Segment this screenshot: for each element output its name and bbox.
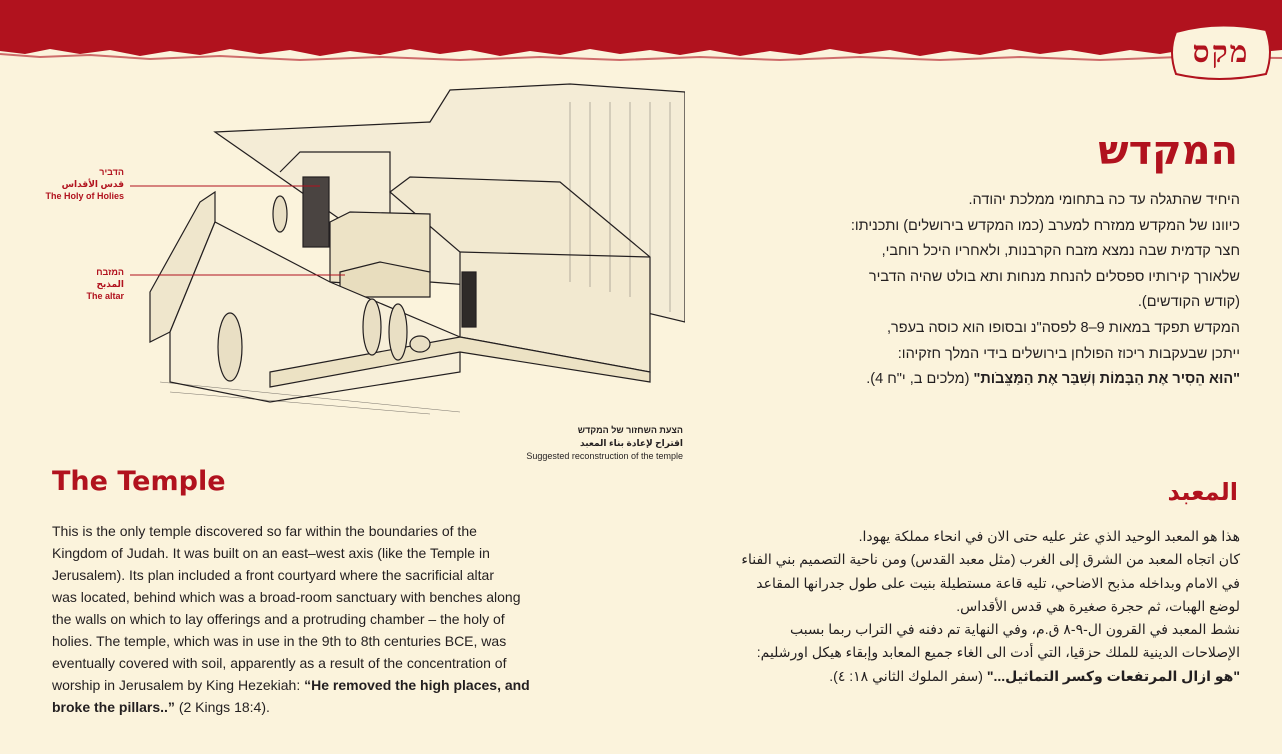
top-banner (0, 0, 1282, 70)
arabic-quote-line (660, 665, 1240, 688)
english-ref: (2 Kings 18:4). (174, 699, 270, 715)
caption-en: Suggested reconstruction of the temple (526, 451, 683, 461)
label-altar (26, 266, 124, 302)
english-line: holies. The temple, which was in use in the 9th to 8th centuries BCE, was (52, 633, 507, 649)
english-quote-b: broke the pillars..” (52, 699, 175, 715)
hebrew-line: חצר קדמית שבה נמצא מזבח הקרבנות, ולאחריו היכל רוחבי, (881, 243, 1240, 260)
label-holy-ar: قدس الأقداس (61, 179, 124, 189)
label-holy-he: הדביר (99, 167, 124, 177)
hebrew-line: (קודש הקודשים). (1137, 294, 1240, 311)
label-holy-en: The Holy of Holies (45, 191, 124, 201)
hebrew-line: היחיד שהתגלה עד כה בתחומי ממלכת יהודה. (968, 192, 1240, 208)
label-holy-of-holies (26, 166, 124, 202)
english-quote-a: “He removed the high places, and (304, 677, 530, 693)
arabic-title: المعبد (1167, 478, 1238, 506)
arabic-line: لوضع الهبات، ثم حجرة صغيرة هي قدس الأقداس. (956, 597, 1240, 614)
hebrew-line: ייתכן שבעקבות ריכוז הפולחן בירושלים בידי המלך חזקיהו: (897, 345, 1240, 362)
english-quote-end-line (52, 696, 572, 718)
arabic-line: هذا هو المعبد الوحيد الذي عثر عليه حتى الان في انحاء مملكة يهودا. (858, 528, 1240, 544)
hebrew-line: שלאורך קירותיו ספסלים להנחת מנחות ותא בולט שהיה הדביר (868, 268, 1240, 285)
logo-badge (1168, 22, 1274, 82)
label-altar-ar: المذبح (96, 279, 124, 289)
hebrew-title: המקדש (1098, 128, 1238, 174)
label-altar-he: המזבח (96, 267, 124, 277)
english-line: worship in Jerusalem by King Hezekiah: (52, 677, 305, 693)
english-line: Jerusalem). Its plan included a front courtyard where the sacrificial altar (52, 567, 494, 583)
english-line-with-quote (52, 674, 572, 696)
hebrew-quote-line (680, 367, 1240, 393)
english-line: Kingdom of Judah. It was built on an east–west axis (like the Temple in (52, 545, 490, 561)
hebrew-line: כיוונו של המקדש ממזרח למערב (כמו המקדש בירושלים) ותכניתו: (850, 217, 1240, 234)
arabic-ref: (سفر الملوك الثاني ١٨: ٤). (829, 667, 983, 684)
arabic-line: نشط المعبد في القرون ال-٩-٨ ق.م، وفي النهاية تم دفنه في التراب ربما بسبب (790, 621, 1240, 638)
hebrew-quote: "הוּא הֵסִיר אֶת הַבָּמוֹת וְשִׁבַּר אֶת הַמַּצֵּבֹות" (973, 371, 1240, 388)
hebrew-body (680, 188, 1240, 393)
english-line: the walls on which to lay offerings and a protruding chamber – the holy of (52, 611, 505, 627)
caption-he: הצעת השחזור של המקדש (577, 425, 683, 435)
hebrew-line: המקדש תפקד במאות 9–8 לפסה"נ ובסופו הוא כוסה בעפר, (887, 319, 1240, 336)
arabic-quote: "هو ازال المرتفعات وكسر التماثيل..." (986, 667, 1240, 684)
caption-ar: اقتراح لإعادة بناء المعبد (580, 438, 683, 448)
arabic-body (660, 525, 1240, 688)
hebrew-ref: (מלכים ב, י"ח 4). (866, 371, 970, 388)
english-body (52, 520, 572, 718)
illustration-caption (440, 424, 683, 463)
label-altar-en: The altar (86, 291, 124, 301)
arabic-line: في الامام وبداخله مذبح الاضاحي، تليه قاعة مستطيلة بنيت على طول جدرانها المقاعد (756, 574, 1240, 591)
english-line: This is the only temple discovered so far within the boundaries of the (52, 523, 477, 539)
logo-text: מקס (1192, 34, 1250, 70)
english-line: eventually covered with soil, apparently as a result of the concentration of (52, 655, 507, 671)
temple-illustration (130, 82, 685, 417)
english-title: The Temple (52, 466, 226, 497)
english-line: was located, behind which was a broad-room sanctuary with benches along (52, 589, 521, 605)
arabic-line: كان اتجاه المعبد من الشرق إلى الغرب (مثل معبد القدس) ومن ناحية التصميم بني الفناء (741, 551, 1240, 568)
arabic-line: الإصلاحات الدينية للملك حزقيا، التي أدت الى الغاء جميع المعابد وإبقاء هيكل اورشليم: (756, 644, 1240, 661)
